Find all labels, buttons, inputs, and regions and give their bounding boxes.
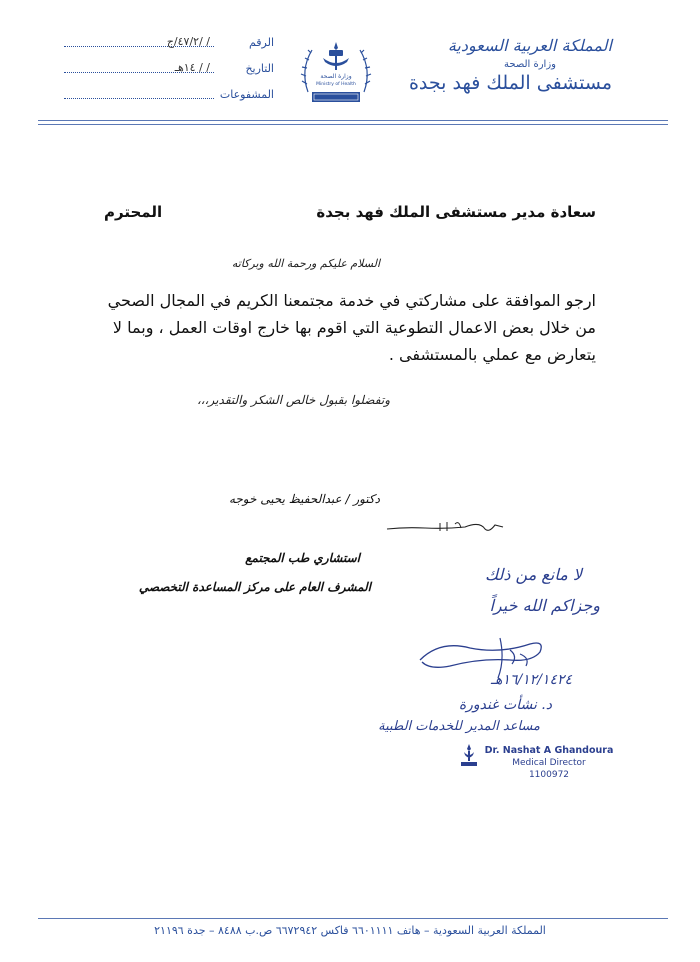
approval-thanks: وجزاكم الله خيراً [489, 596, 600, 615]
ministry-of-health-logo [298, 34, 374, 110]
stamp-name: Dr. Nashat A Ghandoura [484, 745, 614, 756]
ref-number-value: / /٤٧/٢/ج [166, 35, 210, 48]
logo-arabic-text: وزارة الصحة [320, 73, 352, 80]
signer-position: المشرف العام على مركز المساعدة التخصصي [138, 580, 371, 594]
signer-name: دكتور / عبدالحفيظ يحيى خوجه [228, 492, 380, 506]
header-divider [38, 120, 668, 125]
stamp-title: Medical Director [512, 758, 586, 768]
letter-body: ارجو الموافقة على مشاركتي في خدمة مجتمعنا الكريم في المجال الصحي من خلال بعض الاعمال التطوعية التي اقوم بها خارج اوقات العمل ، وبما لا يتعارض مع عملي بالمستشفى . [107, 291, 596, 364]
date-value: / / ١٤هـ [174, 61, 210, 74]
ref-number-label: الرقم [248, 36, 274, 49]
approver-role: مساعد المدير للخدمات الطبية [378, 719, 540, 734]
date-label: التاريخ [245, 62, 274, 75]
footer-divider [38, 918, 668, 919]
signature [385, 517, 505, 537]
footer-contact: المملكة العربية السعودية – هاتف ٦٦٠١١١١ فاكس ٦٦٧٢٩٤٢ ص.ب ٨٤٨٨ – جدة ٢١١٩٦ [154, 924, 546, 937]
respected-title: المحترم [104, 203, 163, 221]
approver-name: د. نشأت غندورة [458, 697, 552, 713]
director-stamp [484, 745, 614, 781]
stamp-logo-icon [458, 742, 480, 768]
reference-fields [60, 36, 274, 114]
closing: وتفضلوا بقبول خالص الشكر والتقدير،،، [196, 393, 390, 407]
stamp-number: 1100972 [528, 770, 570, 780]
date-field [60, 62, 274, 88]
signer-title: استشاري طب المجتمع [245, 551, 360, 565]
attachments-label: المشفوعات [219, 88, 274, 101]
dotted-line [64, 98, 214, 99]
attachments-field [60, 88, 274, 114]
hospital-name: مستشفى الملك فهد بجدة [408, 72, 612, 94]
ref-number-field [60, 36, 274, 62]
greeting: السلام عليكم ورحمة الله وبركاته [231, 257, 380, 270]
logo-english-text: Ministry of Health [316, 82, 356, 87]
approval-note: لا مانع من ذلك [484, 565, 582, 584]
approval-date: ١٦/١٢/١٤٢٤هـ [490, 672, 572, 688]
kingdom-name: المملكة العربية السعودية [447, 36, 612, 55]
letterhead-block [402, 36, 612, 94]
ministry-name: وزارة الصحة [504, 59, 556, 70]
addressee: سعادة مدير مستشفى الملك فهد بجدة [316, 203, 596, 221]
